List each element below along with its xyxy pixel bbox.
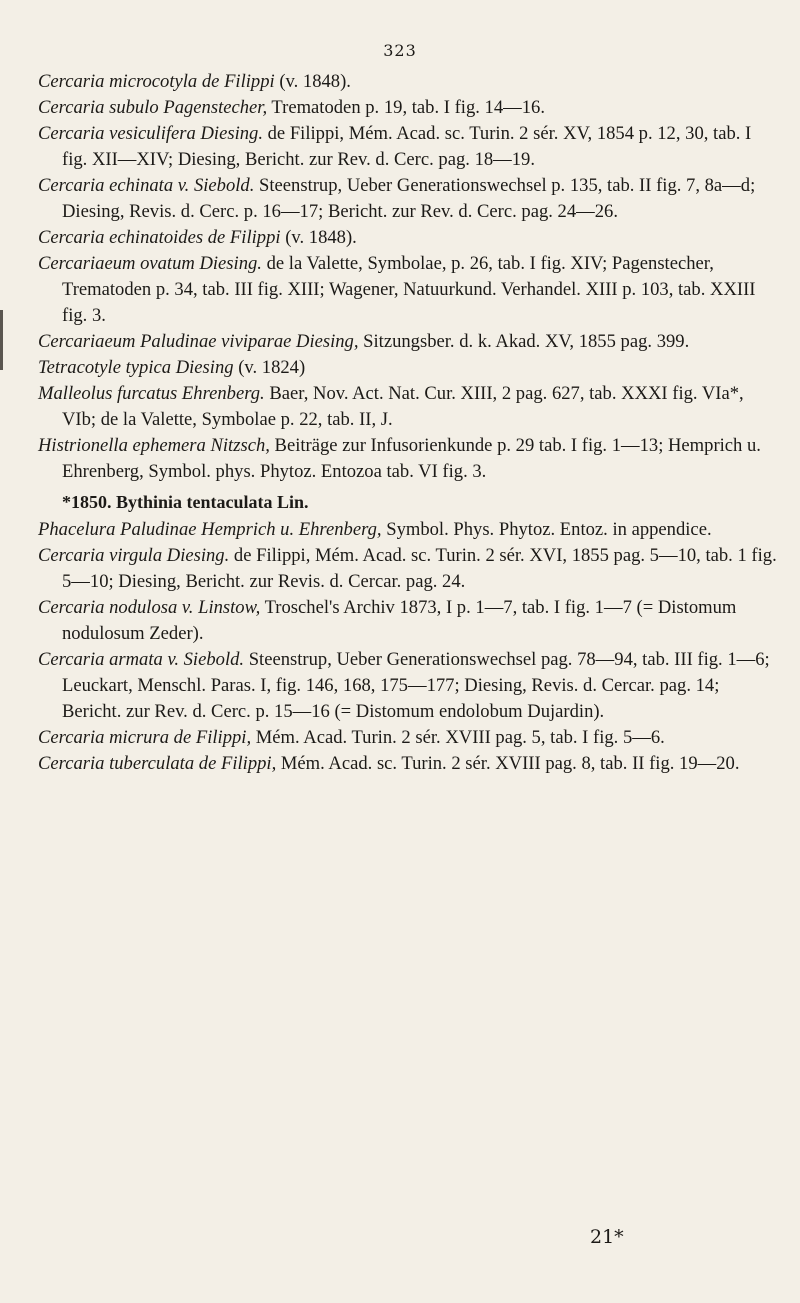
entry: Cercaria echinatoides de Filippi (v. 1848). [38, 227, 357, 248]
entry: Cercaria echinata v. Siebold. Steenstrup, Ueber Generationswechsel p. 135, tab. II fig. 7, 8a—d; Diesing, Revis. d. Cerc. p. 16—17; Bericht. zur Rev. d. Cerc. pag. 24—26. [38, 175, 756, 222]
entry: Cercaria micrura de Filippi, Mém. Acad. Turin. 2 sér. XVIII pag. 5, tab. I fig. 5—6. [38, 727, 665, 748]
entry: Cercaria nodulosa v. Linstow, Troschel's Archiv 1873, I p. 1—7, tab. I fig. 1—7 (= Distomum nodulosum Zeder). [38, 597, 737, 644]
section-heading: *1850. Bythinia tentaculata Lin. [62, 492, 309, 512]
entry: Cercaria microcotyla de Filippi (v. 1848). [38, 71, 351, 92]
entry: Cercariaeum ovatum Diesing. de la Valette, Symbolae, p. 26, tab. I fig. XIV; Pagenstecher, Trematoden p. 34, tab. III fig. XIII; Wagener, Natuurkund. Verhandel. XIII p. 103, tab. XXIII fig. 3. [38, 253, 756, 326]
entry: Cercaria vesiculifera Diesing. de Filippi, Mém. Acad. sc. Turin. 2 sér. XV, 1854 p. 12, 30, tab. I fig. XII—XIV; Diesing, Bericht. zur Rev. d. Cerc. pag. 18—19. [38, 123, 752, 170]
entry: Cercariaeum Paludinae viviparae Diesing, Sitzungsber. d. k. Akad. XV, 1855 pag. 399. [38, 331, 690, 352]
entry: Phacelura Paludinae Hemprich u. Ehrenberg, Symbol. Phys. Phytoz. Entoz. in appendice. [38, 519, 712, 540]
entry: Cercaria armata v. Siebold. Steenstrup, Ueber Generationswechsel pag. 78—94, tab. III fig. 1—6; Leuckart, Menschl. Paras. I, fig. 146, 168, 175—177; Diesing, Revis. d. Cercar. pag. 14; Bericht. zur Rev. d. Cerc. p. 15—16 (= Distomum endolobum Dujardin). [38, 649, 770, 722]
margin-rule [0, 310, 3, 370]
entry: Cercaria tuberculata de Filippi, Mém. Acad. sc. Turin. 2 sér. XVIII pag. 8, tab. II fig. 19—20. [38, 753, 740, 774]
entry: Tetracotyle typica Diesing (v. 1824) [38, 357, 306, 378]
entry: Histrionella ephemera Nitzsch, Beiträge zur Infusorienkunde p. 29 tab. I fig. 1—13; Hemprich u. Ehrenberg, Symbol. phys. Phytoz. Entozoa tab. VI fig. 3. [38, 435, 761, 482]
signature-mark: 21* [590, 1226, 624, 1248]
entry: Malleolus furcatus Ehrenberg. Baer, Nov. Act. Nat. Cur. XIII, 2 pag. 627, tab. XXXI fig. VIa*, VIb; de la Valette, Symbolae p. 22, tab. II, J. [38, 383, 744, 430]
page-number: 323 [383, 41, 417, 60]
entry: Cercaria virgula Diesing. de Filippi, Mém. Acad. sc. Turin. 2 sér. XVI, 1855 pag. 5—10, tab. 1 fig. 5—10; Diesing, Bericht. zur Revis. d. Cercar. pag. 24. [38, 545, 777, 592]
entry: Cercaria subulo Pagenstecher, Trematoden p. 19, tab. I fig. 14—16. [38, 97, 545, 118]
entry-list [38, 69, 778, 777]
